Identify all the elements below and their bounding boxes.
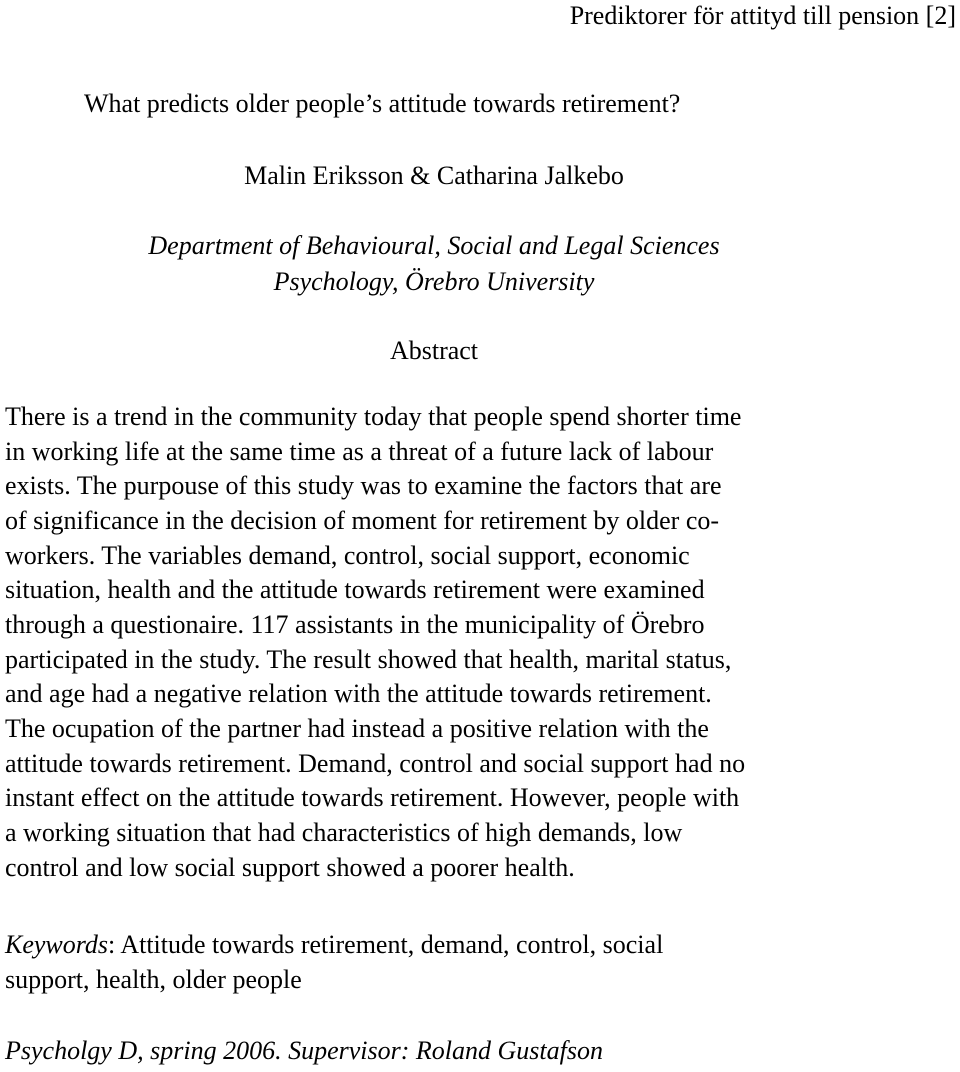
keywords-list: : Attitude towards retirement, demand, control, social [108, 930, 664, 959]
authors: Malin Eriksson & Catharina Jalkebo [244, 161, 624, 190]
abstract-line: of significance in the decision of moment for retirement by older co- [5, 505, 720, 535]
abstract-line: workers. The variables demand, control, social support, economic [5, 540, 690, 570]
department-affiliation: Department of Behavioural, Social and Legal Sciences [148, 231, 720, 260]
abstract-line: in working life at the same time as a threat of a future lack of labour [5, 436, 714, 466]
keywords-line: support, health, older people [5, 964, 302, 994]
abstract-line: attitude towards retirement. Demand, control and social support had no [5, 748, 746, 778]
abstract-line: There is a trend in the community today that people spend shorter time [5, 402, 742, 431]
abstract-line: a working situation that had characteristics of high demands, low [5, 817, 683, 847]
abstract-body [5, 400, 945, 885]
university-affiliation: Psychology, Örebro University [273, 267, 595, 296]
abstract-line: control and low social support showed a poorer health. [5, 852, 575, 882]
abstract-line: instant effect on the attitude towards retirement. However, people with [5, 783, 740, 813]
abstract-line: through a questionaire. 117 assistants in the municipality of Örebro [5, 609, 705, 639]
keywords-label: Keywords [5, 930, 109, 959]
keywords-block [5, 928, 945, 997]
running-head: Prediktorer för attityd till pension [2] [569, 1, 956, 30]
abstract-line: The ocupation of the partner had instead a positive relation with the [5, 713, 709, 743]
abstract-line: and age had a negative relation with the attitude towards retirement. [5, 679, 712, 709]
abstract-heading: Abstract [389, 336, 479, 365]
abstract-line: exists. The purpouse of this study was to examine the factors that are [5, 471, 722, 501]
paper-title: What predicts older people’s attitude towards retirement? [84, 89, 681, 118]
course-supervisor-note: Psycholgy D, spring 2006. Supervisor: Roland Gustafson [5, 1036, 603, 1065]
abstract-line: situation, health and the attitude towards retirement were examined [5, 575, 705, 605]
abstract-line: participated in the study. The result showed that health, marital status, [5, 644, 732, 674]
keywords-line [5, 928, 945, 963]
